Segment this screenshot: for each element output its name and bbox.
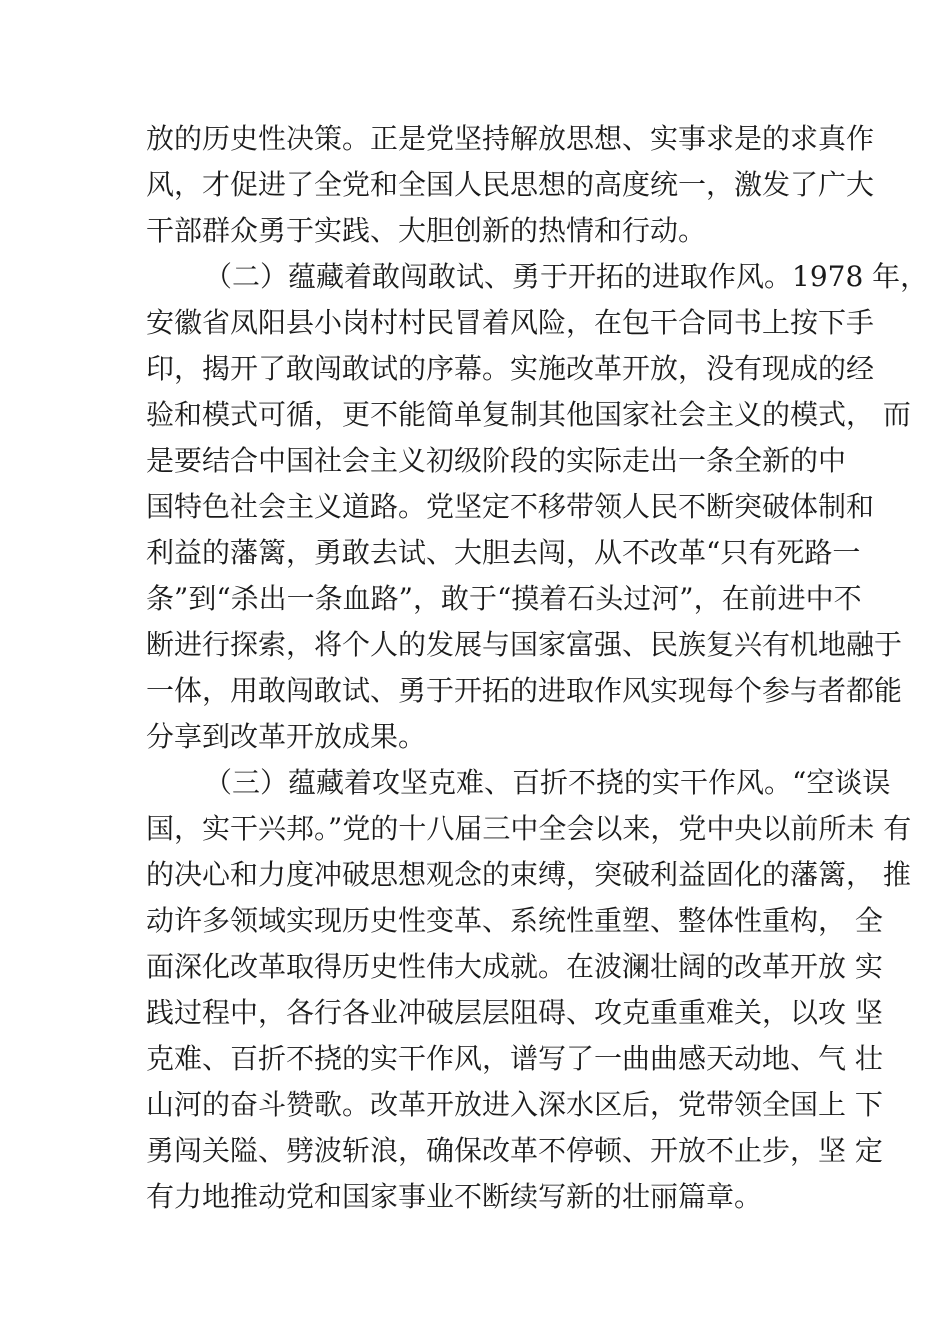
- text-line: 是要结合中国社会主义初级阶段的实际走出一条全新的中: [146, 444, 847, 477]
- paragraph-1: [146, 116, 875, 254]
- text-line: 山河的奋斗赞歌。改革开放进入深水区后，党带领全国上 下: [146, 1088, 883, 1121]
- text-line: 干部群众勇于实践、大胆创新的热情和行动。: [146, 214, 707, 247]
- text-line: 印，揭开了敢闯敢试的序幕。实施改革开放，没有现成的经: [146, 352, 875, 385]
- text-line: 践过程中，各行各业冲破层层阻碍、攻克重重难关，以攻 坚: [146, 996, 883, 1029]
- text-line: 动许多领域实现历史性变革、系统性重塑、整体性重构， 全: [146, 904, 883, 937]
- text-line: 国，实干兴邦。”党的十八届三中全会以来，党中央以前所未 有: [146, 812, 912, 845]
- text-line: 克难、百折不挠的实干作风，谱写了一曲曲感天动地、气 壮: [146, 1042, 883, 1075]
- text-line: 国特色社会主义道路。党坚定不移带领人民不断突破体制和: [146, 490, 875, 523]
- text-line: 安徽省凤阳县小岗村村民冒着风险，在包干合同书上按下手: [146, 306, 875, 339]
- paragraph-2: [146, 254, 929, 760]
- text-line: 验和模式可循，更不能简单复制其他国家社会主义的模式， 而: [146, 398, 911, 431]
- text-line: 一体，用敢闯敢试、勇于开拓的进取作风实现每个参与者都能: [146, 674, 903, 707]
- paragraph-3: [146, 760, 912, 1220]
- section-heading-line: （三）蕴藏着攻坚克难、百折不挠的实干作风。“空谈误: [204, 766, 891, 799]
- text-line: 的决心和力度冲破思想观念的束缚，突破利益固化的藩篱， 推: [146, 858, 911, 891]
- text-line: 勇闯关隘、劈波斩浪，确保改革不停顿、开放不止步，坚 定: [146, 1134, 883, 1167]
- text-line: 面深化改革取得历史性伟大成就。在波澜壮阔的改革开放 实: [146, 950, 883, 983]
- text-line: 有力地推动党和国家事业不断续写新的壮丽篇章。: [146, 1180, 763, 1213]
- text-line: 分享到改革开放成果。: [146, 720, 427, 753]
- text-line: 条”到“杀出一条血路”，敢于“摸着石头过河”，在前进中不: [146, 582, 862, 615]
- text-line: 放的历史性决策。正是党坚持解放思想、实事求是的求真作: [146, 122, 875, 155]
- text-line: 利益的藩篱，勇敢去试、大胆去闯，从不改革“只有死路一: [146, 536, 861, 569]
- text-line: 断进行探索，将个人的发展与国家富强、民族复兴有机地融于: [146, 628, 903, 661]
- text-line: 风，才促进了全党和全国人民思想的高度统一，激发了广大: [146, 168, 875, 201]
- document-body: [146, 116, 929, 1220]
- section-heading-line: （二）蕴藏着敢闯敢试、勇于开拓的进取作风。1978 年，: [204, 260, 929, 293]
